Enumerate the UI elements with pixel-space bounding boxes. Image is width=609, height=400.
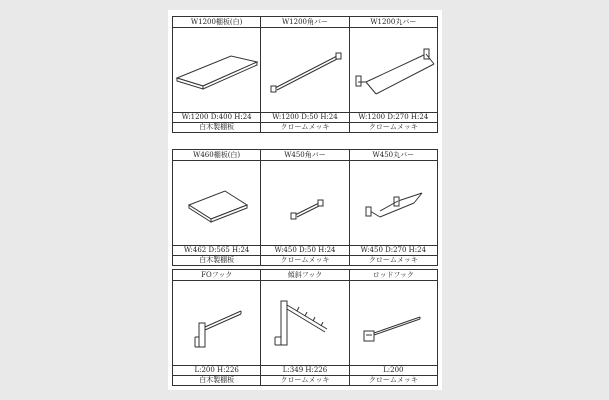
round-bar-icon	[350, 30, 438, 110]
product-title: W450丸バー	[349, 150, 437, 161]
product-material: 白木製棚板	[173, 123, 261, 133]
product-material: 白木製棚板	[173, 376, 261, 386]
square-bar-icon	[261, 30, 349, 110]
fo-hook-icon	[173, 283, 261, 363]
product-image-cell	[173, 28, 261, 113]
catalog-sheet	[168, 10, 442, 390]
product-dimensions: W:1200 D:50 H:24	[261, 113, 349, 123]
product-title: FOフック	[173, 270, 261, 281]
product-title: W1200丸バー	[349, 17, 437, 28]
product-image-cell	[173, 161, 261, 246]
product-image-cell	[349, 28, 437, 113]
product-table-1	[172, 16, 438, 133]
slant-hook-icon	[261, 283, 349, 363]
product-dimensions: W:1200 D:400 H:24	[173, 113, 261, 123]
product-image-cell	[261, 28, 349, 113]
product-material: クロームメッキ	[349, 376, 437, 386]
product-image-cell	[349, 281, 437, 366]
product-dimensions: L:200	[349, 366, 437, 376]
product-image-cell	[349, 161, 437, 246]
product-title: 傾斜フック	[261, 270, 349, 281]
product-table-2	[172, 149, 438, 266]
square-bar-icon	[261, 163, 349, 243]
product-material: クロームメッキ	[261, 123, 349, 133]
product-image-cell	[173, 281, 261, 366]
round-bar-icon	[350, 163, 438, 243]
product-table-3	[172, 269, 438, 386]
product-dimensions: W:450 D:50 H:24	[261, 246, 349, 256]
product-material: クロームメッキ	[261, 376, 349, 386]
product-dimensions: L:200 H:226	[173, 366, 261, 376]
product-image-cell	[261, 281, 349, 366]
product-dimensions: W:462 D:565 H:24	[173, 246, 261, 256]
shelf-board-icon	[173, 163, 261, 243]
product-title: W1200棚板(白)	[173, 17, 261, 28]
product-dimensions: W:450 D:270 H:24	[349, 246, 437, 256]
product-image-cell	[261, 161, 349, 246]
product-material: 白木製棚板	[173, 256, 261, 266]
product-material: クロームメッキ	[349, 256, 437, 266]
product-material: クロームメッキ	[261, 256, 349, 266]
product-title: W460棚板(白)	[173, 150, 261, 161]
product-title: W450角バー	[261, 150, 349, 161]
product-title: W1200角バー	[261, 17, 349, 28]
rod-hook-icon	[350, 283, 438, 363]
product-material: クロームメッキ	[349, 123, 437, 133]
product-dimensions: L:349 H:226	[261, 366, 349, 376]
shelf-board-icon	[173, 30, 261, 110]
product-dimensions: W:1200 D:270 H:24	[349, 113, 437, 123]
product-title: ロッドフック	[349, 270, 437, 281]
